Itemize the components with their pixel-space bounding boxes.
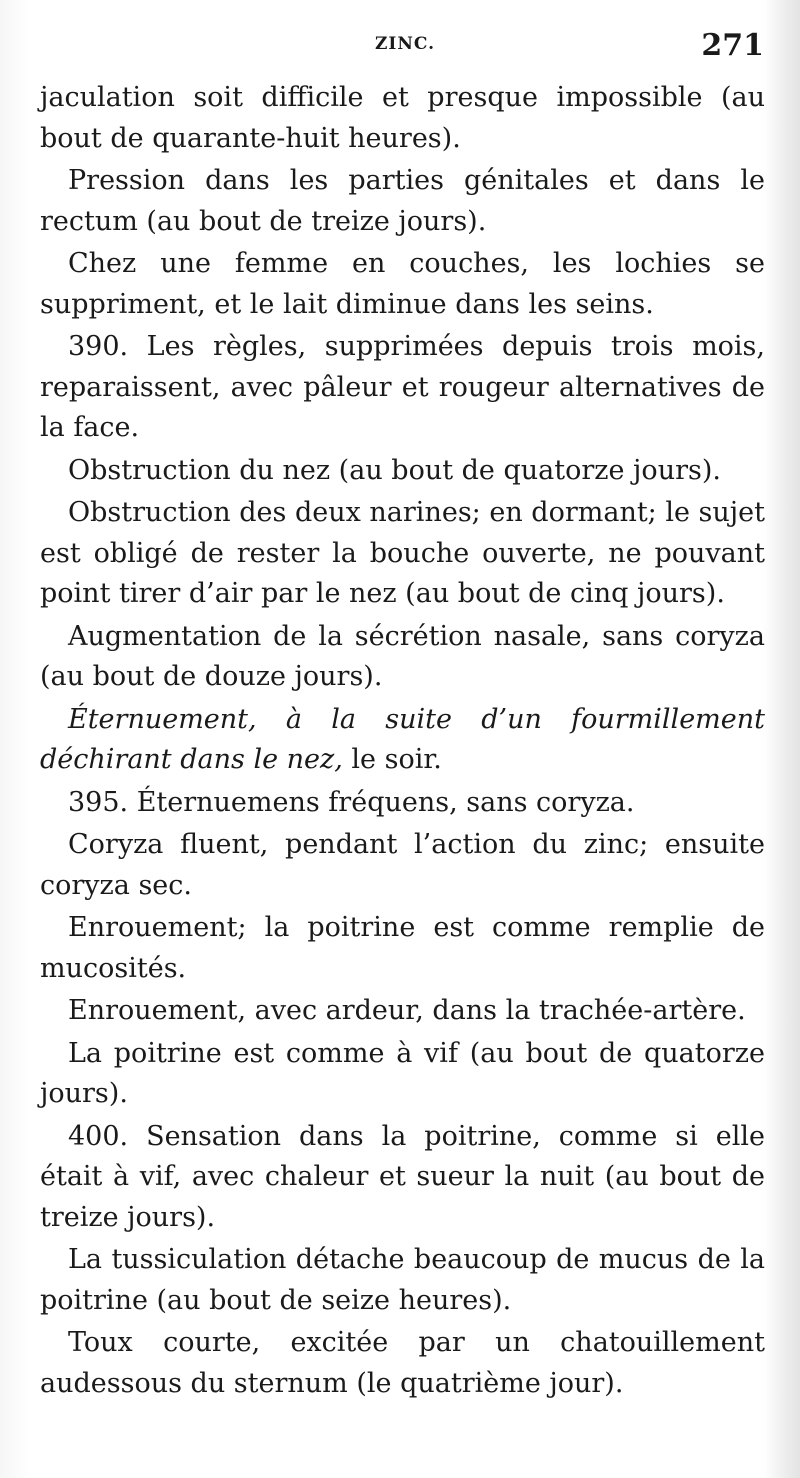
paragraph: La poitrine est comme à vif (au bout de quatorze jours). (40, 1037, 765, 1109)
paragraph: Pression dans les parties génitales et dans le rectum (au bout de treize jours). (40, 165, 765, 237)
paragraph: Obstruction du nez (au bout de quatorze jours). (68, 454, 721, 486)
page-number: 271 (701, 28, 764, 63)
paragraph: 395. Éternuemens fréquens, sans coryza. (68, 786, 635, 818)
italic-phrase: Éternuement, à la suite d’un fourmillement déchirant dans le nez, (40, 703, 765, 775)
paragraph: Enrouement, avec ardeur, dans la trachée-artère. (68, 995, 746, 1026)
page-header (40, 28, 770, 68)
paragraph: Éternuement, à la suite d’un fourmillement déchirant dans le nez, le soir. (40, 703, 765, 775)
running-head: ZINC. (375, 34, 436, 54)
paragraph: Chez une femme en couches, les lochies se suppriment, et le lait diminue dans les seins. (40, 248, 765, 320)
paragraph: Coryza fluent, pendant l’action du zinc; ensuite coryza sec. (40, 829, 765, 901)
paragraph: Augmentation de la sécrétion nasale, sans coryza (au bout de douze jours). (40, 620, 765, 692)
paragraph: Enrouement; la poitrine est comme remplie de mucosités. (40, 912, 765, 984)
body-text (40, 78, 765, 1406)
paragraph: 390. Les règles, supprimées depuis trois mois, reparaissent, avec pâleur et rougeur alternatives de la face. (40, 331, 765, 443)
paragraph: Obstruction des deux narines; en dormant; le sujet est obligé de rester la bouche ouverte, ne pouvant point tirer d’air par le nez (au bout de cinq jours). (40, 497, 766, 609)
page-edge-shadow (766, 0, 800, 1478)
paragraph: jaculation soit difficile et presque impossible (au bout de quarante-huit heures). (40, 82, 765, 154)
paragraph: La tussiculation détache beaucoup de mucus de la poitrine (au bout de seize heures). (40, 1244, 765, 1316)
paragraph: Toux courte, excitée par un chatouillement audessous du sternum (le quatrième jour). (40, 1327, 765, 1399)
paragraph: 400. Sensation dans la poitrine, comme si elle était à vif, avec chaleur et sueur la nuit (au bout de treize jours). (40, 1120, 765, 1233)
